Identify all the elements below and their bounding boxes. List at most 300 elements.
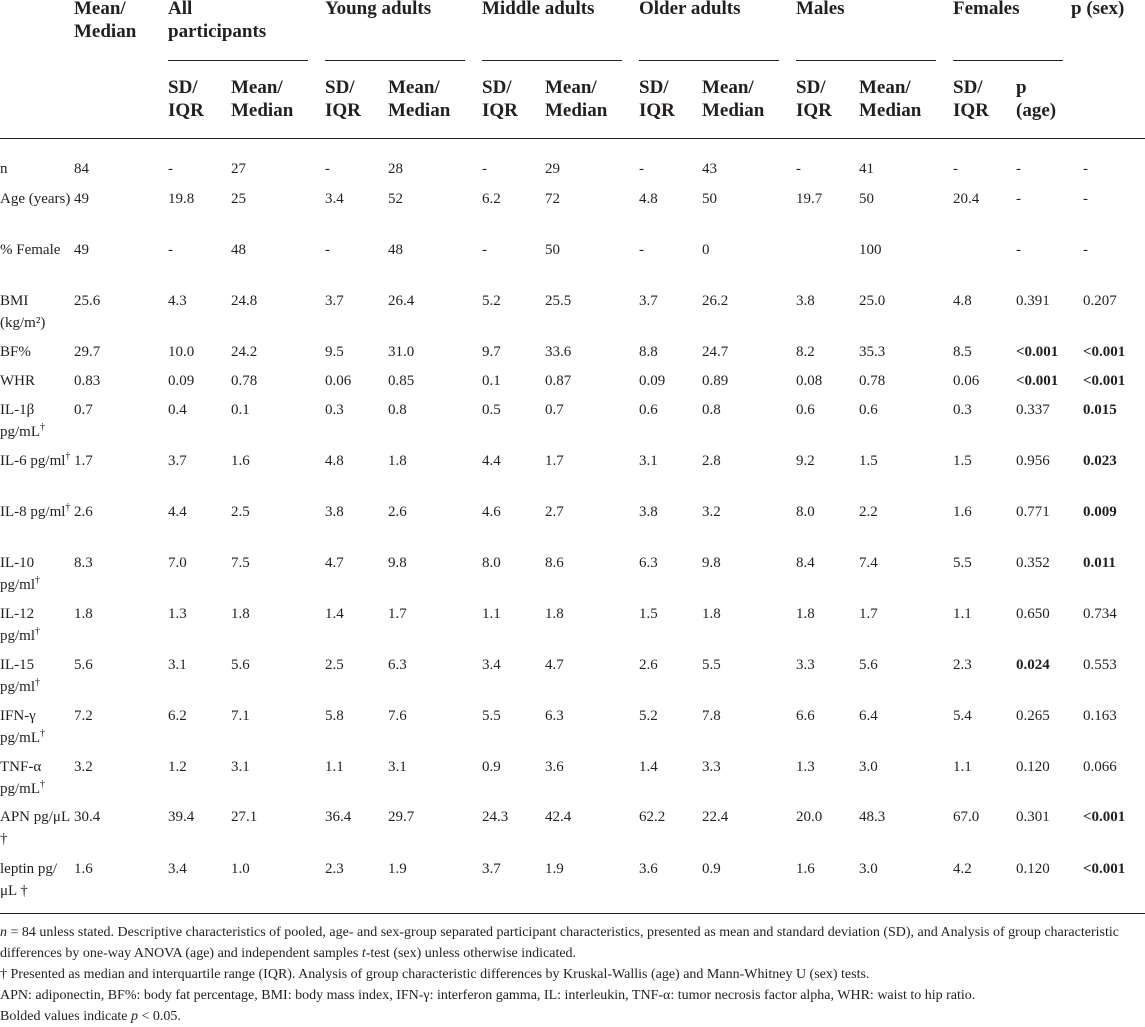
row-label-text: TNF-α pg/mL [0,759,42,797]
table-cell: - [1016,161,1021,177]
table-cell: 1.1 [953,606,972,622]
group-rule-middle [482,60,622,61]
table-cell: 5.4 [953,708,972,724]
table-cell: 7.0 [168,555,187,571]
subheader-cell: Mean/ Median [702,77,765,121]
group-rule-young [325,60,465,61]
table-cell: 2.5 [231,504,250,520]
table-cell: 3.8 [796,293,815,309]
table-cell: 1.5 [639,606,658,622]
table-cell: 0.1 [482,373,501,389]
table-cell: 1.9 [388,861,407,877]
table-cell: 67.0 [953,809,980,825]
table-cell: <0.001 [1083,344,1126,360]
footnote-1-t: t [361,946,366,961]
table-cell: 0.553 [1083,657,1117,673]
table-cell: 1.4 [639,759,658,775]
table-cell: 24.8 [231,293,258,309]
row-label-dagger: † [40,422,45,433]
row-label-text: Age (years) [0,191,71,207]
table-cell: 1.7 [545,453,564,469]
table-cell: 0.163 [1083,708,1117,724]
table-cell: 1.0 [231,861,250,877]
table-cell: 0.3 [953,402,972,418]
table-cell: 3.3 [796,657,815,673]
footnote-4-text-b: < 0.05. [138,1009,181,1024]
table-cell: 50 [702,191,717,207]
table-cell: 25.6 [74,293,101,309]
table-cell: 7.1 [231,708,250,724]
row-label [0,370,72,392]
table-cell: 6.2 [168,708,187,724]
header-all-participants: All participants [168,0,267,42]
table-cell: 8.2 [796,344,815,360]
row-label-text: IL-1β pg/mL [0,402,40,440]
table-cell: 5.6 [859,657,878,673]
table-cell: 6.4 [859,708,878,724]
row-label-text: WHR [0,373,35,389]
table-cell: 4.2 [953,861,972,877]
table-cell: 3.2 [74,759,93,775]
table-cell: 0.011 [1083,555,1116,571]
table-cell: 62.2 [639,809,666,825]
table-cell: 5.5 [953,555,972,571]
table-cell: 2.5 [325,657,344,673]
subheader-cell: SD/ IQR [482,77,518,121]
footnote-2: † Presented as median and interquartile range (IQR). Analysis of group characteristic differences by Kruskal-Wallis (age) and Mann-Whitney U (sex) tests. [0,967,870,982]
table-cell: 3.7 [325,293,344,309]
table-cell: 1.4 [325,606,344,622]
table-cell: 1.6 [953,504,972,520]
table-cell: 0.120 [1016,759,1050,775]
table-cell: 2.6 [388,504,407,520]
table-cell: 4.8 [325,453,344,469]
table-cell: 1.8 [545,606,564,622]
table-cell: 0.301 [1016,809,1050,825]
table-cell: 1.8 [796,606,815,622]
table-cell: 0.3 [325,402,344,418]
header-middle-adults: Middle adults [482,0,595,19]
table-cell: 1.6 [796,861,815,877]
row-label-text: IFN-γ pg/mL [0,708,40,746]
table-cell: 24.3 [482,809,509,825]
row-label [0,290,72,334]
table-cell: 3.4 [325,191,344,207]
table-cell: 27.1 [231,809,258,825]
table-cell: 8.8 [639,344,658,360]
table-cell: - [639,161,644,177]
table-cell: 2.6 [74,504,93,520]
subheader-cell: SD/ IQR [168,77,204,121]
table-cell: 43 [702,161,717,177]
table-cell: 0.6 [796,402,815,418]
footnote-3: APN: adiponectin, BF%: body fat percentage, BMI: body mass index, IFN-γ: interferon gamma, IL: interleukin, TNF-α: tumor necrosis factor alpha, WHR: waist to hip ratio. [0,988,976,1003]
table-cell: 39.4 [168,809,195,825]
table-cell: 3.8 [639,504,658,520]
row-label-dagger: † [65,451,71,462]
table-cell: 9.8 [388,555,407,571]
header-mean-median: Mean/ Median [74,0,137,42]
table-cell: 4.8 [639,191,658,207]
row-label-text: % Female [0,242,61,258]
subheader-cell: Mean/ Median [859,77,922,121]
table-cell: 4.7 [325,555,344,571]
table-cell: 3.4 [482,657,501,673]
header-older-adults: Older adults [639,0,741,19]
table-cell: 6.3 [388,657,407,673]
table-cell: 0.337 [1016,402,1050,418]
table-cell: 0.6 [639,402,658,418]
table-cell: 0.85 [388,373,415,389]
footnote-1-n: n [0,925,7,940]
table-cell: 5.6 [74,657,93,673]
table-cell: 9.7 [482,344,501,360]
table-cell: 4.3 [168,293,187,309]
table-cell: 0.9 [482,759,501,775]
table-cell: 0.78 [859,373,886,389]
table-header-sub [0,76,1145,136]
table-cell: 0.066 [1083,759,1117,775]
table-cell: 0.734 [1083,606,1117,622]
row-label [0,858,72,902]
table-cell: 5.2 [639,708,658,724]
row-label-text: leptin pg/μL † [0,861,58,899]
table-cell: 0.83 [74,373,101,389]
table-cell: 0 [702,242,710,258]
table-cell: 72 [545,191,560,207]
table-cell: 0.009 [1083,504,1117,520]
row-label-text: IL-12 pg/ml [0,606,36,644]
row-label [0,399,72,443]
table-cell: 0.8 [702,402,721,418]
table-cell: 0.06 [325,373,352,389]
row-label [0,806,72,850]
table-cell: 1.6 [231,453,250,469]
row-label-text: BF% [0,344,31,360]
table-cell: - [168,161,173,177]
table-cell: 3.7 [168,453,187,469]
table-cell: 7.5 [231,555,250,571]
table-cell: 1.1 [482,606,501,622]
table-cell: 2.2 [859,504,878,520]
row-label-text: BMI (kg/m²) [0,293,46,331]
table-cell: 4.4 [482,453,501,469]
table-cell: 26.4 [388,293,415,309]
table-cell: 48 [388,242,403,258]
table-cell: 6.3 [545,708,564,724]
row-label-text: n [0,161,8,177]
table-cell: 6.2 [482,191,501,207]
group-rule-females [953,60,1063,61]
row-label-dagger: † [35,677,41,688]
table-cell: - [639,242,644,258]
row-label [0,239,72,261]
table-cell: 0.5 [482,402,501,418]
table-cell: - [325,242,330,258]
table-cell: 8.0 [482,555,501,571]
table-cell: 5.2 [482,293,501,309]
table-cell: 3.4 [168,861,187,877]
table-cell: 26.2 [702,293,729,309]
table-cell: 28 [388,161,403,177]
subheader-cell: Mean/ Median [231,77,294,121]
table-cell: 1.8 [74,606,93,622]
table-cell: 0.7 [545,402,564,418]
table-cell: 4.7 [545,657,564,673]
table-cell: 25 [231,191,246,207]
table-cell: 29.7 [74,344,101,360]
table-cell: 31.0 [388,344,415,360]
table-cell: 2.8 [702,453,721,469]
table-cell: 7.2 [74,708,93,724]
table-cell: 50 [859,191,874,207]
table-cell: 9.5 [325,344,344,360]
table-cell: 0.87 [545,373,572,389]
table-cell: 0.265 [1016,708,1050,724]
footnote-4 [0,1006,1140,1027]
row-label-dagger: † [35,626,41,637]
table-cell: 29 [545,161,560,177]
table-cell: 25.5 [545,293,572,309]
row-label [0,158,72,180]
group-rule-all [168,60,308,61]
table-cell: 3.0 [859,759,878,775]
table-cell: 22.4 [702,809,729,825]
table-cell: 3.2 [702,504,721,520]
table-cell: <0.001 [1083,861,1126,877]
row-label [0,341,72,363]
table-cell: 0.352 [1016,555,1050,571]
table-cell: - [1016,191,1021,207]
header-young-adults: Young adults [325,0,432,19]
table-cell: 5.5 [702,657,721,673]
table-cell: 0.6 [859,402,878,418]
table-cell: 48.3 [859,809,886,825]
table-cell: 8.6 [545,555,564,571]
row-label [0,705,72,749]
table-cell: 1.3 [168,606,187,622]
table-cell: 1.7 [388,606,407,622]
table-cell: - [953,161,958,177]
table-cell: 25.0 [859,293,886,309]
table-cell: 1.7 [859,606,878,622]
table-cell: - [325,161,330,177]
table-cell: 5.5 [482,708,501,724]
table-cell: 4.6 [482,504,501,520]
row-label [0,552,72,596]
table-cell: 0.4 [168,402,187,418]
table-cell: 8.4 [796,555,815,571]
table-cell: 3.1 [168,657,187,673]
table-cell: 1.1 [325,759,344,775]
row-label [0,450,72,472]
table-cell: <0.001 [1083,373,1126,389]
table-cell: 5.8 [325,708,344,724]
footer-rule [0,913,1145,914]
table-cell: 0.09 [639,373,666,389]
header-males: Males [796,0,845,19]
table-cell: 3.6 [639,861,658,877]
table-cell: 1.1 [953,759,972,775]
subheader-cell: SD/ IQR [953,77,989,121]
table-cell: 9.8 [702,555,721,571]
row-label-dagger: † [40,728,45,739]
table-cell: 36.4 [325,809,352,825]
table-cell: 0.78 [231,373,258,389]
table-cell: 0.1 [231,402,250,418]
header-p-sex: p (sex) [1071,0,1125,19]
row-label [0,501,72,523]
table-cell: 2.3 [325,861,344,877]
row-label-text: APN pg/μL † [0,809,70,847]
table-cell: 48 [231,242,246,258]
table-cell: 20.0 [796,809,823,825]
table-cell: 1.2 [168,759,187,775]
table-cell: 4.8 [953,293,972,309]
table-cell: 0.89 [702,373,729,389]
table-cell: 50 [545,242,560,258]
footnote-1-text-a: = 84 unless stated. Descriptive characteristics of pooled, age- and sex-group separated participant characteristics, presented as mean and standard deviation (SD), and Analysis of group characteristic differences by one-way ANOVA (age) and independent samples [0,925,1119,961]
footnote-1-text-b: -test (sex) unless otherwise indicated. [365,946,577,961]
table-cell: 0.650 [1016,606,1050,622]
table-cell: 42.4 [545,809,572,825]
row-label [0,603,72,647]
row-label-text: IL-10 pg/ml [0,555,36,593]
table-cell: 8.5 [953,344,972,360]
table-cell: <0.001 [1016,373,1059,389]
subheader-cell: Mean/ Median [545,77,608,121]
table-cell: 0.08 [796,373,823,389]
table-cell: 7.6 [388,708,407,724]
subheader-cell: SD/ IQR [639,77,675,121]
table-cell: 33.6 [545,344,572,360]
table-cell: 1.9 [545,861,564,877]
table-cell: 7.4 [859,555,878,571]
table-cell: - [482,161,487,177]
table-cell: 3.3 [702,759,721,775]
subheader-cell: Mean/ Median [388,77,451,121]
table-cell: 0.8 [388,402,407,418]
row-label-text: IL-6 pg/ml [0,453,66,469]
table-footnotes [0,922,1140,1027]
table-cell: 1.3 [796,759,815,775]
table-cell: 49 [74,191,89,207]
table-cell: 20.4 [953,191,980,207]
table-cell: 3.1 [388,759,407,775]
table-cell: 1.8 [231,606,250,622]
table-cell: 10.0 [168,344,195,360]
table-cell: 3.8 [325,504,344,520]
table-cell: 2.7 [545,504,564,520]
table-cell: 1.6 [74,861,93,877]
subheader-cell: SD/ IQR [796,77,832,121]
table-cell: 3.7 [482,861,501,877]
table-cell: 84 [74,161,89,177]
table-cell: 2.6 [639,657,658,673]
table-cell: 0.024 [1016,657,1050,673]
table-header-top [0,0,1145,60]
table-cell: 30.4 [74,809,101,825]
table-cell: 0.120 [1016,861,1050,877]
table-cell: 27 [231,161,246,177]
row-label-dagger: † [35,575,41,586]
footnote-1 [0,922,1140,964]
table-cell: 24.2 [231,344,258,360]
footnote-4-text-a: Bolded values indicate [0,1009,132,1024]
table-cell: 0.023 [1083,453,1117,469]
table-cell: 0.015 [1083,402,1117,418]
row-label [0,756,72,800]
header-rule [0,138,1145,139]
table-cell: - [1016,242,1021,258]
table-cell: - [1083,191,1088,207]
table-cell: <0.001 [1083,809,1126,825]
table-cell: - [1083,242,1088,258]
table-cell: 1.8 [388,453,407,469]
table-cell: 8.0 [796,504,815,520]
table-cell: 100 [859,242,882,258]
table-cell: 0.391 [1016,293,1050,309]
table-cell: - [482,242,487,258]
table-cell: 0.956 [1016,453,1050,469]
row-label-text: IL-8 pg/ml [0,504,66,520]
header-females: Females [953,0,1020,19]
group-rule-males [796,60,936,61]
table-cell: 8.3 [74,555,93,571]
row-label-dagger: † [65,502,71,513]
table-cell: - [796,161,801,177]
table-cell: 19.8 [168,191,195,207]
table-cell: 6.3 [639,555,658,571]
table-cell: 3.1 [639,453,658,469]
table-cell: 6.6 [796,708,815,724]
table-cell: 0.7 [74,402,93,418]
table-cell: 0.207 [1083,293,1117,309]
table-cell: 0.771 [1016,504,1050,520]
table-cell: 52 [388,191,403,207]
table-cell: 29.7 [388,809,415,825]
group-rule-older [639,60,779,61]
table-cell: 24.7 [702,344,729,360]
table-cell: 3.6 [545,759,564,775]
row-label [0,654,72,698]
table-cell: 41 [859,161,874,177]
table-cell: 35.3 [859,344,886,360]
table-cell: 1.5 [953,453,972,469]
table-cell: 1.8 [702,606,721,622]
table-cell: 3.0 [859,861,878,877]
table-cell: - [168,242,173,258]
table-cell: 7.8 [702,708,721,724]
subheader-cell: p (age) [1016,77,1057,121]
table-cell: 3.1 [231,759,250,775]
row-label [0,188,72,210]
table-cell: 19.7 [796,191,823,207]
table-cell: 5.6 [231,657,250,673]
footnote-4-p: p [131,1009,139,1024]
table-cell: 0.06 [953,373,980,389]
row-label-dagger: † [40,779,45,790]
table-cell: 0.09 [168,373,195,389]
row-label-text: IL-15 pg/ml [0,657,36,695]
table-cell: <0.001 [1016,344,1059,360]
table-cell: - [1083,161,1088,177]
subheader-cell: SD/ IQR [325,77,361,121]
table-cell: 4.4 [168,504,187,520]
table-cell: 0.9 [702,861,721,877]
table-cell: 3.7 [639,293,658,309]
table-cell: 2.3 [953,657,972,673]
